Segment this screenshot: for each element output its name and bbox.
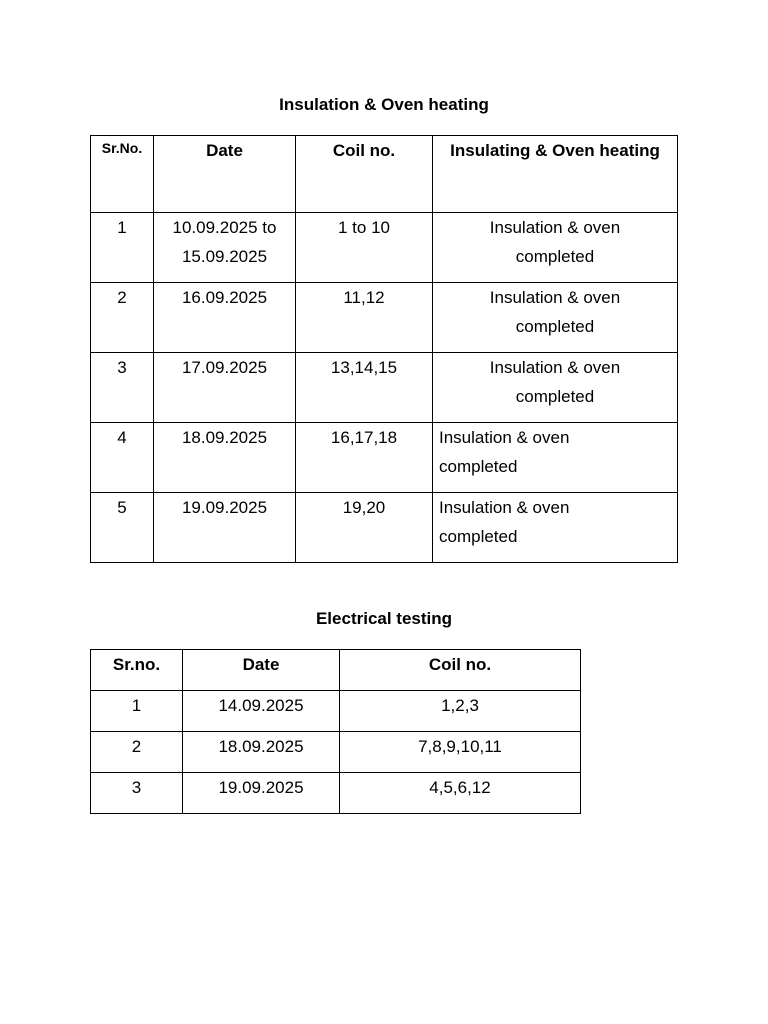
cell-status: Insulation & oven completed <box>433 213 678 283</box>
cell-sr-no: 2 <box>91 283 154 353</box>
header-sr-no: Sr.No. <box>91 136 154 213</box>
table-row <box>91 773 581 814</box>
cell-coil-no: 16,17,18 <box>296 423 433 493</box>
cell-coil-no: 7,8,9,10,11 <box>340 732 581 773</box>
cell-coil-no: 11,12 <box>296 283 433 353</box>
cell-coil-no: 13,14,15 <box>296 353 433 423</box>
table-row <box>91 493 678 563</box>
cell-status: Insulation & oven completed <box>433 423 678 493</box>
cell-date: 19.09.2025 <box>183 773 340 814</box>
cell-status: Insulation & oven completed <box>433 283 678 353</box>
date-range-start: 10.09.2025 to <box>172 218 277 237</box>
table-row <box>91 423 678 493</box>
cell-coil-no: 1 to 10 <box>296 213 433 283</box>
cell-sr-no: 4 <box>91 423 154 493</box>
insulation-oven-table <box>90 135 678 563</box>
cell-date: 16.09.2025 <box>154 283 296 353</box>
cell-status: Insulation & oven completed <box>433 353 678 423</box>
cell-sr-no: 1 <box>91 691 183 732</box>
cell-sr-no: 1 <box>91 213 154 283</box>
header-date: Date <box>154 136 296 213</box>
cell-sr-no: 3 <box>91 773 183 814</box>
header-coil-no: Coil no. <box>340 650 581 691</box>
header-coil-no: Coil no. <box>296 136 433 213</box>
table-row <box>91 283 678 353</box>
cell-status: Insulation & oven completed <box>433 493 678 563</box>
header-date: Date <box>183 650 340 691</box>
cell-date: 18.09.2025 <box>154 423 296 493</box>
cell-sr-no: 3 <box>91 353 154 423</box>
electrical-testing-table <box>90 649 581 814</box>
table-row <box>91 353 678 423</box>
cell-date: 17.09.2025 <box>154 353 296 423</box>
header-sr-no: Sr.no. <box>91 650 183 691</box>
date-range-end: 15.09.2025 <box>181 247 268 266</box>
header-insulating-oven-heating: Insulating & Oven heating <box>433 136 678 213</box>
cell-sr-no: 2 <box>91 732 183 773</box>
cell-date: 18.09.2025 <box>183 732 340 773</box>
table-header-row <box>91 136 678 213</box>
table-header-row <box>91 650 581 691</box>
cell-date <box>154 213 296 283</box>
table-row <box>91 691 581 732</box>
table-row <box>91 732 581 773</box>
insulation-section-title: Insulation & Oven heating <box>279 95 489 114</box>
cell-date: 19.09.2025 <box>154 493 296 563</box>
cell-coil-no: 19,20 <box>296 493 433 563</box>
table-row <box>91 213 678 283</box>
cell-date: 14.09.2025 <box>183 691 340 732</box>
cell-coil-no: 1,2,3 <box>340 691 581 732</box>
electrical-testing-title: Electrical testing <box>315 609 453 628</box>
cell-coil-no: 4,5,6,12 <box>340 773 581 814</box>
cell-sr-no: 5 <box>91 493 154 563</box>
